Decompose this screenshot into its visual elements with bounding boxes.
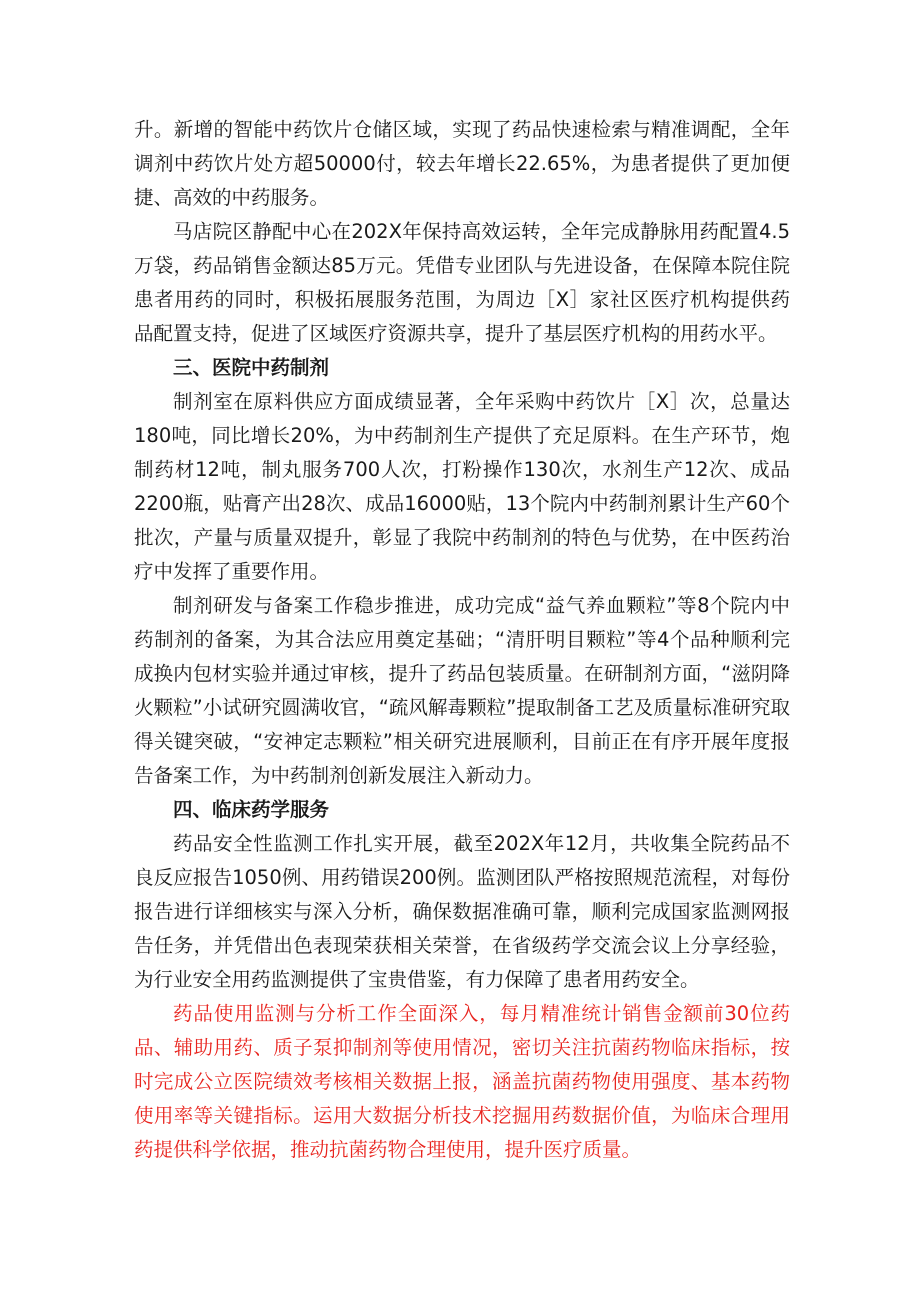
paragraph-raw-material: 制剂室在原料供应方面成绩显著，全年采购中药饮片［X］次，总量达180吨，同比增长20%，为中药制剂生产提供了充足原料。在生产环节，炮制药材12吨，制丸服务700人次，打粉操作130次，水剂生产12次、成品2200瓶，贴膏产出28次、成品16000贴，13个院内中药制剂累计生产60个批次，产量与质量双提升，彰显了我院中药制剂的特色与优势，在中医药治疗中发挥了重要作用。 [134,390,790,583]
section-heading-4: 四、临床药学服务 [173,798,330,821]
paragraph-continuation: 升。新增的智能中药饮片仓储区域，实现了药品快速检索与精准调配，全年调剂中药饮片处方超50000付，较去年增长22.65%，为患者提供了更加便捷、高效的中药服务。 [134,118,790,209]
paragraph-research-filing: 制剂研发与备案工作稳步推进，成功完成“益气养血颗粒”等8个院内中药制剂的备案，为其合法应用奠定基础；“清肝明目颗粒”等4个品种顺利完成换内包材实验并通过审核，提升了药品包装质量。在研制剂方面，“滋阴降火颗粒”小试研究圆满收官，“疏风解毒颗粒”提取制备工艺及质量标准研究取得关键突破，“安神定志颗粒”相关研究进展顺利，目前正在有序开展年度报告备案工作，为中药制剂创新发展注入新动力。 [134,594,790,787]
paragraph-safety-monitoring: 药品安全性监测工作扎实开展，截至202X年12月，共收集全院药品不良反应报告1050例、用药错误200例。监测团队严格按照规范流程，对每份报告进行详细核实与深入分析，确保数据准确可靠，顺利完成国家监测网报告任务，并凭借出色表现荣获相关荣誉，在省级药学交流会议上分享经验，为行业安全用药监测提供了宝贵借鉴，有力保障了患者用药安全。 [134,832,790,991]
section-heading-3: 三、医院中药制剂 [173,356,330,379]
paragraph-usage-monitoring-highlight: 药品使用监测与分析工作全面深入，每月精准统计销售金额前30位药品、辅助用药、质子泵抑制剂等使用情况，密切关注抗菌药物临床指标，按时完成公立医院绩效考核相关数据上报，涵盖抗菌药物使用强度、基本药物使用率等关键指标。运用大数据分析技术挖掘用药数据价值，为临床合理用药提供科学依据，推动抗菌药物合理使用，提升医疗质量。 [134,1002,790,1161]
paragraph-iv-center: 马店院区静配中心在202X年保持高效运转，全年完成静脉用药配置4.5万袋，药品销售金额达85万元。凭借专业团队与先进设备，在保障本院住院患者用药的同时，积极拓展服务范围，为周边［X］家社区医疗机构提供药品配置支持，促进了区域医疗资源共享，提升了基层医疗机构的用药水平。 [134,220,790,345]
